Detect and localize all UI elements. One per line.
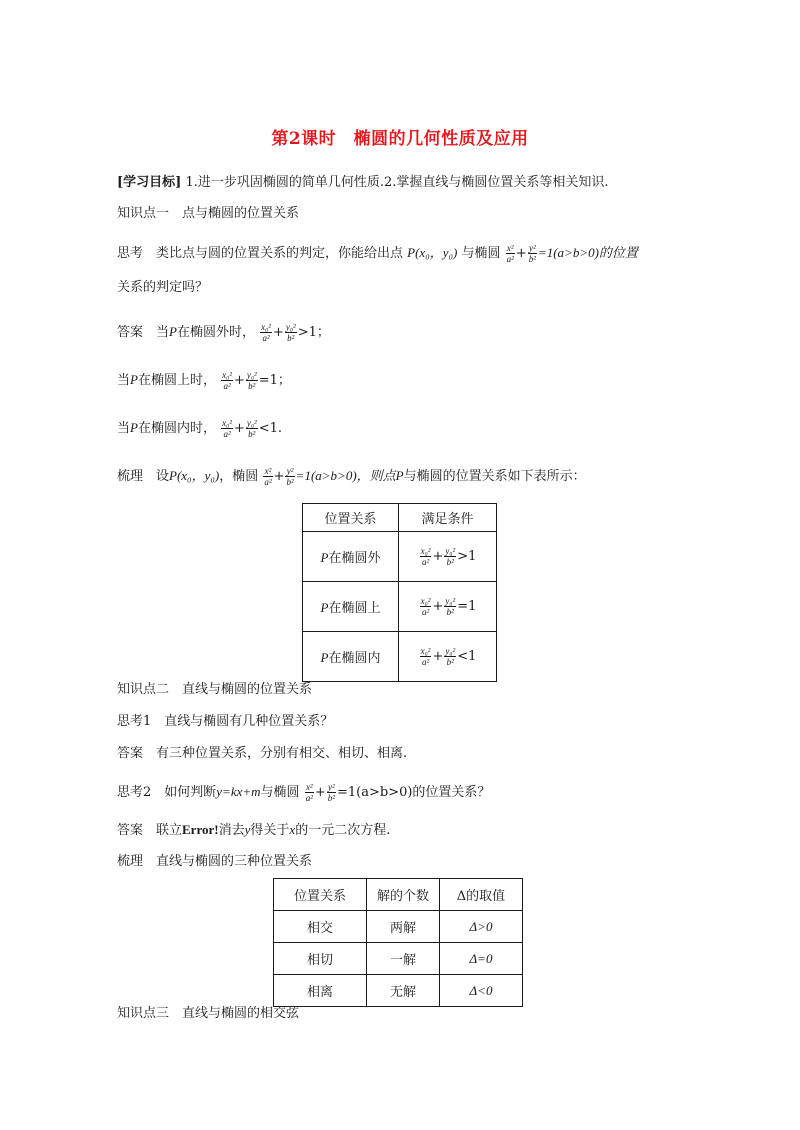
ellipse-condition: =1(a>b>0)的位置 — [537, 245, 638, 260]
table-row: P在椭圆上 $\frac{\text{x₀²}}{\text{a²}}$ + $\frac{\text{y₀²}}{\text{b²}}$ =1 — [303, 582, 497, 632]
page-title: 第2课时 椭圆的几何性质及应用 — [271, 129, 529, 149]
k2-answer1: 答案 有三种位置关系，分别有相交、相切、相离. — [117, 746, 408, 761]
table-row: 相交 两解 Δ>0 — [274, 911, 523, 943]
table-row: 相切 一解 Δ=0 — [274, 943, 523, 975]
point-p: P(x₀，y₀) — [407, 245, 458, 260]
k1-summary: 梳理 设P(x₀，y₀)，椭圆 $\frac{\text{x²}}{\text{a²}}$ + $\frac{\text{y²}}{\text{b²}}$ =1(a>b>0)，则点P与椭圆的位置关系如下表所示： — [117, 466, 586, 487]
table-header: Δ的取值 — [440, 879, 523, 911]
fraction: $\frac{\text{y²}}{\text{b²}}$ — [528, 243, 536, 264]
table-header: 满足条件 — [399, 504, 497, 532]
table-header: 解的个数 — [367, 879, 440, 911]
line-ellipse-table — [273, 878, 523, 1007]
k1-think-text2: 与椭圆 — [461, 246, 501, 261]
error-field: Error! — [182, 822, 219, 837]
table-row: P在椭圆外 $\frac{\text{x₀²}}{\text{a²}}$ + $\frac{\text{y₀²}}{\text{b²}}$ >1 — [303, 532, 497, 582]
k2-think1: 思考1 直线与椭圆有几种位置关系？ — [117, 714, 334, 729]
k1-think-text: 思考 类比点与圆的位置关系的判定，你能给出点 — [117, 246, 404, 261]
k1-answer-inside: 当P在椭圆内时， $\frac{\text{x₀²}}{\text{a²}}$ + $\frac{\text{y₀²}}{\text{b²}}$ <1. — [117, 418, 282, 439]
k1-think: 思考 类比点与圆的位置关系的判定，你能给出点 P(x₀，y₀) 与椭圆 $\frac{\text{x²}}{\text{a²}}$ + $\frac{\text{y²}}{\text{b²}}$ =1(a>b>0)的位置 — [117, 243, 638, 264]
goal-text: 1.进一步巩固椭圆的简单几何性质.2.掌握直线与椭圆位置关系等相关知识. — [185, 175, 609, 190]
table-row: 相离 无解 Δ<0 — [274, 975, 523, 1007]
table-header: 位置关系 — [303, 504, 399, 532]
table-header: 位置关系 — [274, 879, 367, 911]
k1-answer-on: 当P在椭圆上时， $\frac{\text{x₀²}}{\text{a²}}$ + $\frac{\text{y₀²}}{\text{b²}}$ =1； — [117, 370, 291, 391]
learning-goal — [117, 173, 609, 193]
k2-summary: 梳理 直线与椭圆的三种位置关系 — [117, 854, 313, 869]
k2-answer2: 答案 联立Error!消去y得关于x的一元二次方程. — [117, 822, 391, 838]
fraction: $\frac{\text{x²}}{\text{a²}}$ — [506, 243, 514, 264]
k1-answer-outside: 答案 当P在椭圆外时， $\frac{\text{x₀²}}{\text{a²}}$ + $\frac{\text{y₀²}}{\text{b²}}$ >1； — [117, 322, 330, 343]
k1-heading: 知识点一 点与椭圆的位置关系 — [117, 206, 300, 221]
k3-heading: 知识点三 直线与椭圆的相交弦 — [117, 1006, 300, 1021]
point-ellipse-table — [302, 503, 497, 682]
k1-think-line2: 关系的判定吗？ — [117, 280, 209, 295]
table-row: P在椭圆内 $\frac{\text{x₀²}}{\text{a²}}$ + $\frac{\text{y₀²}}{\text{b²}}$ <1 — [303, 632, 497, 682]
goal-label: [学习目标] — [117, 175, 182, 190]
k2-heading: 知识点二 直线与椭圆的位置关系 — [117, 682, 313, 697]
k2-think2: 思考2 如何判断y=kx+m与椭圆 $\frac{\text{x²}}{\text{a²}}$ + $\frac{\text{y²}}{\text{b²}}$ =1(a>b>0)的位置关系？ — [117, 782, 491, 803]
